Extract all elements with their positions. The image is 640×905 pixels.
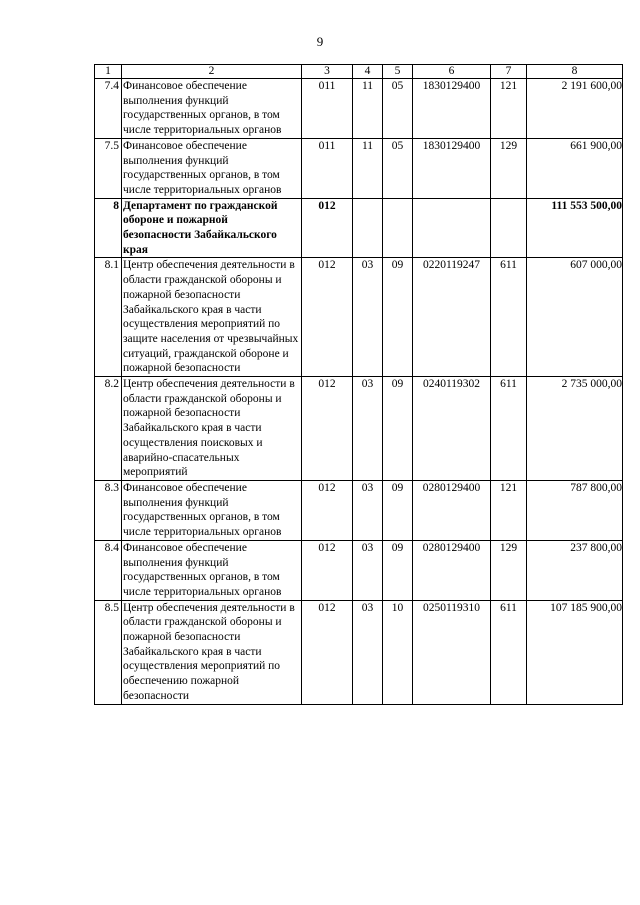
row-target-article: 0240119302 xyxy=(413,377,491,481)
row-expense-type: 611 xyxy=(491,377,527,481)
table-row xyxy=(95,79,623,139)
page-number: 9 xyxy=(316,34,324,49)
column-header: 8 xyxy=(527,65,623,79)
row-amount: 2 191 600,00 xyxy=(527,79,623,139)
row-grbs: 012 xyxy=(302,198,353,258)
row-number: 8 xyxy=(95,198,122,258)
row-subsection: 09 xyxy=(383,377,413,481)
row-number: 8.4 xyxy=(95,540,122,600)
row-number: 8.5 xyxy=(95,600,122,704)
row-target-article xyxy=(413,198,491,258)
row-expense-type: 121 xyxy=(491,79,527,139)
row-number: 8.2 xyxy=(95,377,122,481)
table-row xyxy=(95,600,623,704)
budget-table xyxy=(94,64,623,705)
row-target-article: 0250119310 xyxy=(413,600,491,704)
column-header: 2 xyxy=(122,65,302,79)
row-subsection: 09 xyxy=(383,540,413,600)
row-amount: 661 900,00 xyxy=(527,138,623,198)
column-header: 6 xyxy=(413,65,491,79)
row-number: 8.1 xyxy=(95,258,122,377)
row-name: Центр обеспечения деятельности в области гражданской обороны и пожарной безопасности Забайкальского края в части осуществления мероприятий по защите населения от чрезвычайных ситуаций, гражданской обороне и пожарной безопасности xyxy=(122,258,302,377)
row-section: 03 xyxy=(353,480,383,540)
row-target-article: 0280129400 xyxy=(413,540,491,600)
row-target-article: 1830129400 xyxy=(413,79,491,139)
row-subsection: 10 xyxy=(383,600,413,704)
row-subsection xyxy=(383,198,413,258)
row-section: 03 xyxy=(353,258,383,377)
row-expense-type: 121 xyxy=(491,480,527,540)
row-name: Финансовое обеспечение выполнения функций государственных органов, в том числе территориальных органов xyxy=(122,138,302,198)
table-row xyxy=(95,540,623,600)
row-section: 03 xyxy=(353,377,383,481)
row-section: 03 xyxy=(353,600,383,704)
row-target-article: 0220119247 xyxy=(413,258,491,377)
row-expense-type: 611 xyxy=(491,258,527,377)
row-subsection: 09 xyxy=(383,258,413,377)
row-subsection: 09 xyxy=(383,480,413,540)
row-target-article: 1830129400 xyxy=(413,138,491,198)
row-grbs: 012 xyxy=(302,540,353,600)
table-row xyxy=(95,377,623,481)
row-number: 7.5 xyxy=(95,138,122,198)
row-number: 8.3 xyxy=(95,480,122,540)
column-header: 7 xyxy=(491,65,527,79)
row-name: Центр обеспечения деятельности в области гражданской обороны и пожарной безопасности Забайкальского края в части осуществления мероприятий по обеспечению пожарной безопасности xyxy=(122,600,302,704)
row-grbs: 011 xyxy=(302,138,353,198)
row-name: Финансовое обеспечение выполнения функций государственных органов, в том числе территориальных органов xyxy=(122,480,302,540)
column-header: 1 xyxy=(95,65,122,79)
row-amount: 787 800,00 xyxy=(527,480,623,540)
row-expense-type xyxy=(491,198,527,258)
row-amount: 111 553 500,00 xyxy=(527,198,623,258)
row-amount: 237 800,00 xyxy=(527,540,623,600)
row-amount: 607 000,00 xyxy=(527,258,623,377)
row-expense-type: 129 xyxy=(491,540,527,600)
row-section: 03 xyxy=(353,540,383,600)
row-grbs: 012 xyxy=(302,480,353,540)
row-number: 7.4 xyxy=(95,79,122,139)
row-grbs: 011 xyxy=(302,79,353,139)
row-name: Финансовое обеспечение выполнения функций государственных органов, в том числе территориальных органов xyxy=(122,540,302,600)
table-row xyxy=(95,258,623,377)
row-section: 11 xyxy=(353,79,383,139)
table-row xyxy=(95,138,623,198)
row-name: Департамент по гражданской обороне и пожарной безопасности Забайкальского края xyxy=(122,198,302,258)
row-subsection: 05 xyxy=(383,138,413,198)
row-target-article: 0280129400 xyxy=(413,480,491,540)
row-grbs: 012 xyxy=(302,600,353,704)
row-name: Центр обеспечения деятельности в области гражданской обороны и пожарной безопасности Забайкальского края в части осуществления поисковых и аварийно-спасательных мероприятий xyxy=(122,377,302,481)
row-amount: 2 735 000,00 xyxy=(527,377,623,481)
column-header: 4 xyxy=(353,65,383,79)
row-expense-type: 611 xyxy=(491,600,527,704)
row-expense-type: 129 xyxy=(491,138,527,198)
table-row xyxy=(95,480,623,540)
row-subsection: 05 xyxy=(383,79,413,139)
table-header-row xyxy=(95,65,623,79)
row-section xyxy=(353,198,383,258)
row-name: Финансовое обеспечение выполнения функций государственных органов, в том числе территориальных органов xyxy=(122,79,302,139)
row-grbs: 012 xyxy=(302,377,353,481)
column-header: 5 xyxy=(383,65,413,79)
row-amount: 107 185 900,00 xyxy=(527,600,623,704)
row-section: 11 xyxy=(353,138,383,198)
row-grbs: 012 xyxy=(302,258,353,377)
table-row xyxy=(95,198,623,258)
column-header: 3 xyxy=(302,65,353,79)
